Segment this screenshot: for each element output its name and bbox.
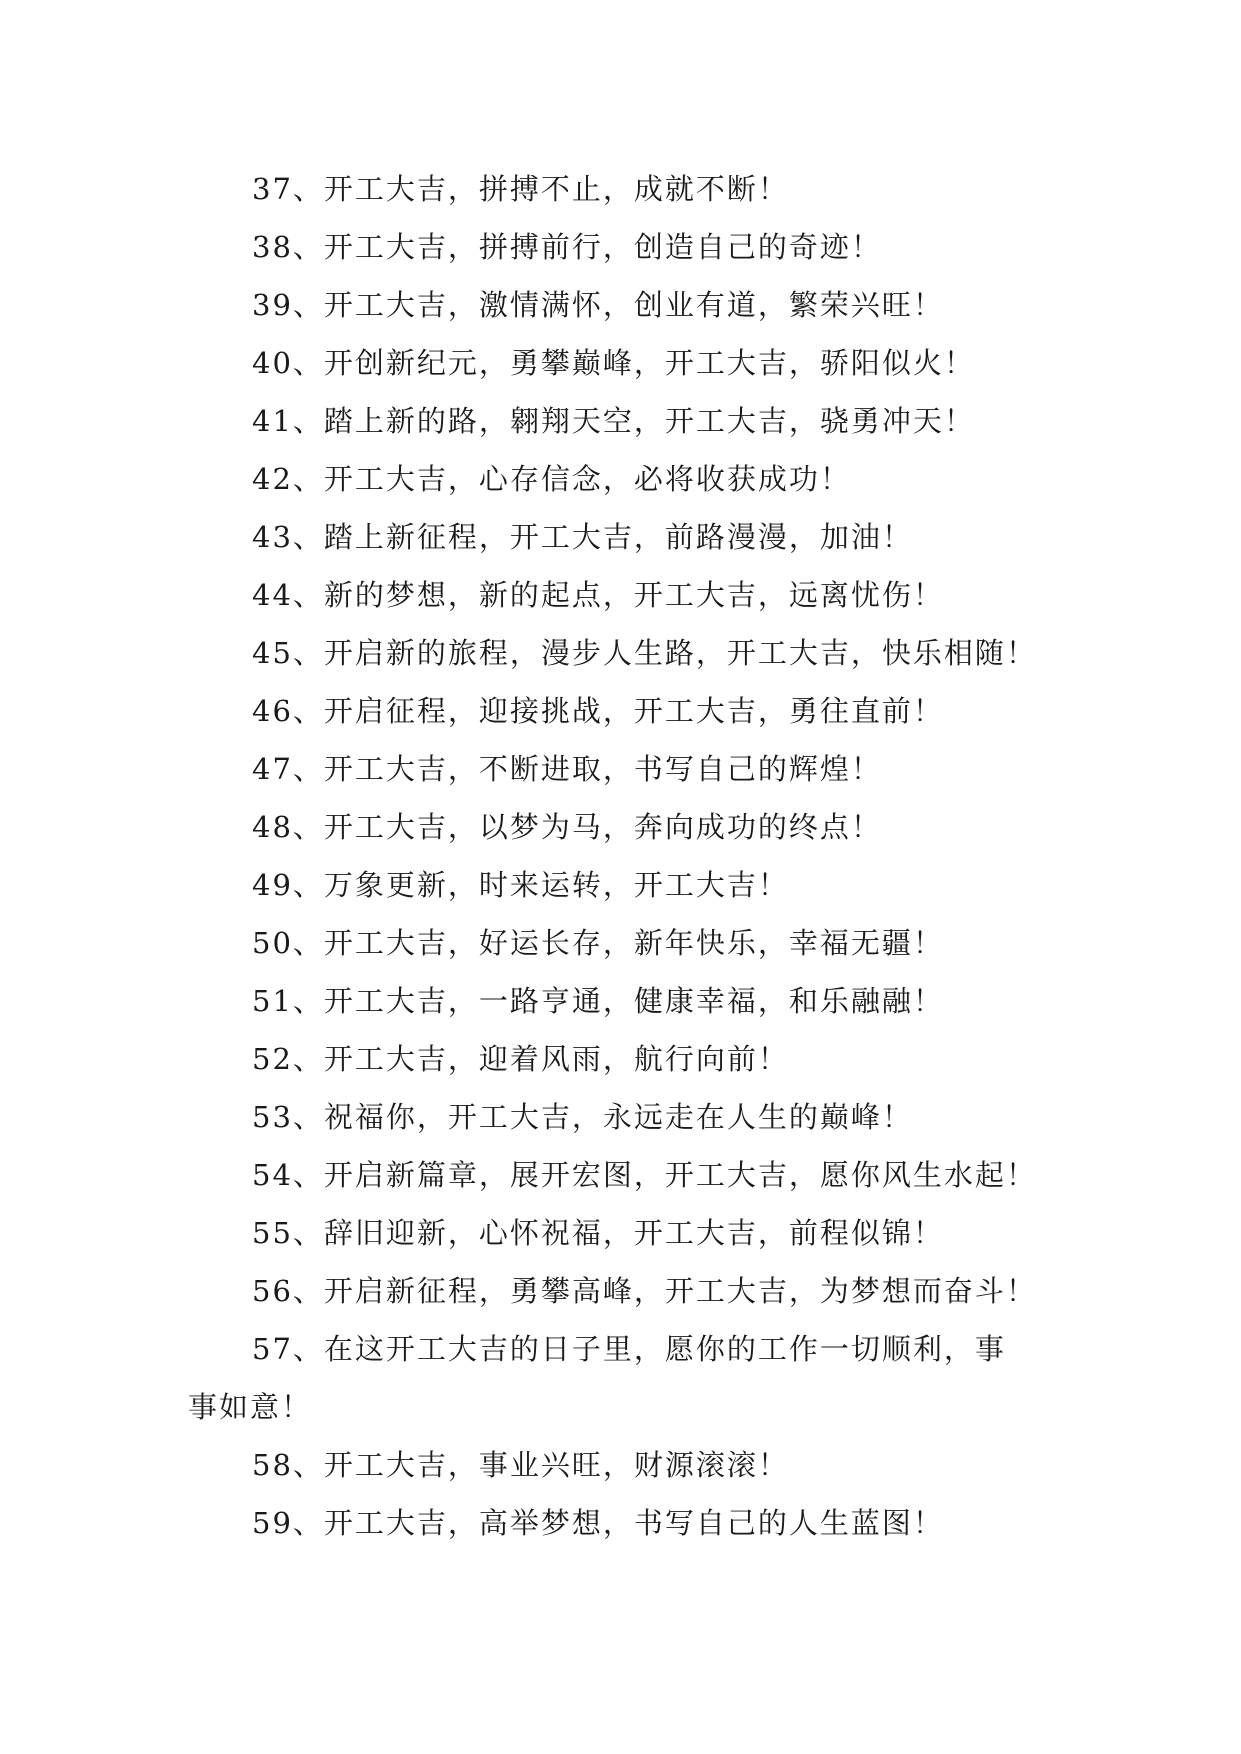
list-item: 53、祝福你，开工大吉，永远走在人生的巅峰！ bbox=[252, 1100, 913, 1134]
list-item: 44、新的梦想，新的起点，开工大吉，远离忧伤！ bbox=[252, 578, 944, 612]
list-item-57-line2: 事如意！ bbox=[188, 1390, 313, 1424]
list-item: 48、开工大吉，以梦为马，奔向成功的终点！ bbox=[252, 810, 882, 844]
list-item: 45、开启新的旅程，漫步人生路，开工大吉，快乐相随！ bbox=[252, 636, 1037, 670]
list-item: 50、开工大吉，好运长存，新年快乐，幸福无疆！ bbox=[252, 926, 944, 960]
list-item: 55、辞旧迎新，心怀祝福，开工大吉，前程似锦！ bbox=[252, 1216, 944, 1250]
list-item-57-line1: 57、在这开工大吉的日子里，愿你的工作一切顺利，事 bbox=[252, 1332, 1006, 1366]
list-item: 52、开工大吉，迎着风雨，航行向前！ bbox=[252, 1042, 789, 1076]
list-item: 39、开工大吉，激情满怀，创业有道，繁荣兴旺！ bbox=[252, 288, 944, 322]
list-item: 49、万象更新，时来运转，开工大吉！ bbox=[252, 868, 789, 902]
document-body bbox=[188, 160, 1048, 1552]
list-item: 58、开工大吉，事业兴旺，财源滚滚！ bbox=[252, 1448, 789, 1482]
list-item: 51、开工大吉，一路亨通，健康幸福，和乐融融！ bbox=[252, 984, 944, 1018]
list-item: 40、开创新纪元，勇攀巅峰，开工大吉，骄阳似火！ bbox=[252, 346, 975, 380]
list-item: 37、开工大吉，拼搏不止，成就不断！ bbox=[252, 172, 789, 206]
list-item: 41、踏上新的路，翱翔天空，开工大吉，骁勇冲天！ bbox=[252, 404, 975, 438]
list-item: 46、开启征程，迎接挑战，开工大吉，勇往直前！ bbox=[252, 694, 944, 728]
list-item: 54、开启新篇章，展开宏图，开工大吉，愿你风生水起！ bbox=[252, 1158, 1037, 1192]
list-item: 47、开工大吉，不断进取，书写自己的辉煌！ bbox=[252, 752, 882, 786]
list-item: 42、开工大吉，心存信念，必将收获成功！ bbox=[252, 462, 851, 496]
list-item: 59、开工大吉，高举梦想，书写自己的人生蓝图！ bbox=[252, 1506, 944, 1540]
list-item: 56、开启新征程，勇攀高峰，开工大吉，为梦想而奋斗！ bbox=[252, 1274, 1037, 1308]
list-item: 38、开工大吉，拼搏前行，创造自己的奇迹！ bbox=[252, 230, 882, 264]
list-item: 43、踏上新征程，开工大吉，前路漫漫，加油！ bbox=[252, 520, 913, 554]
